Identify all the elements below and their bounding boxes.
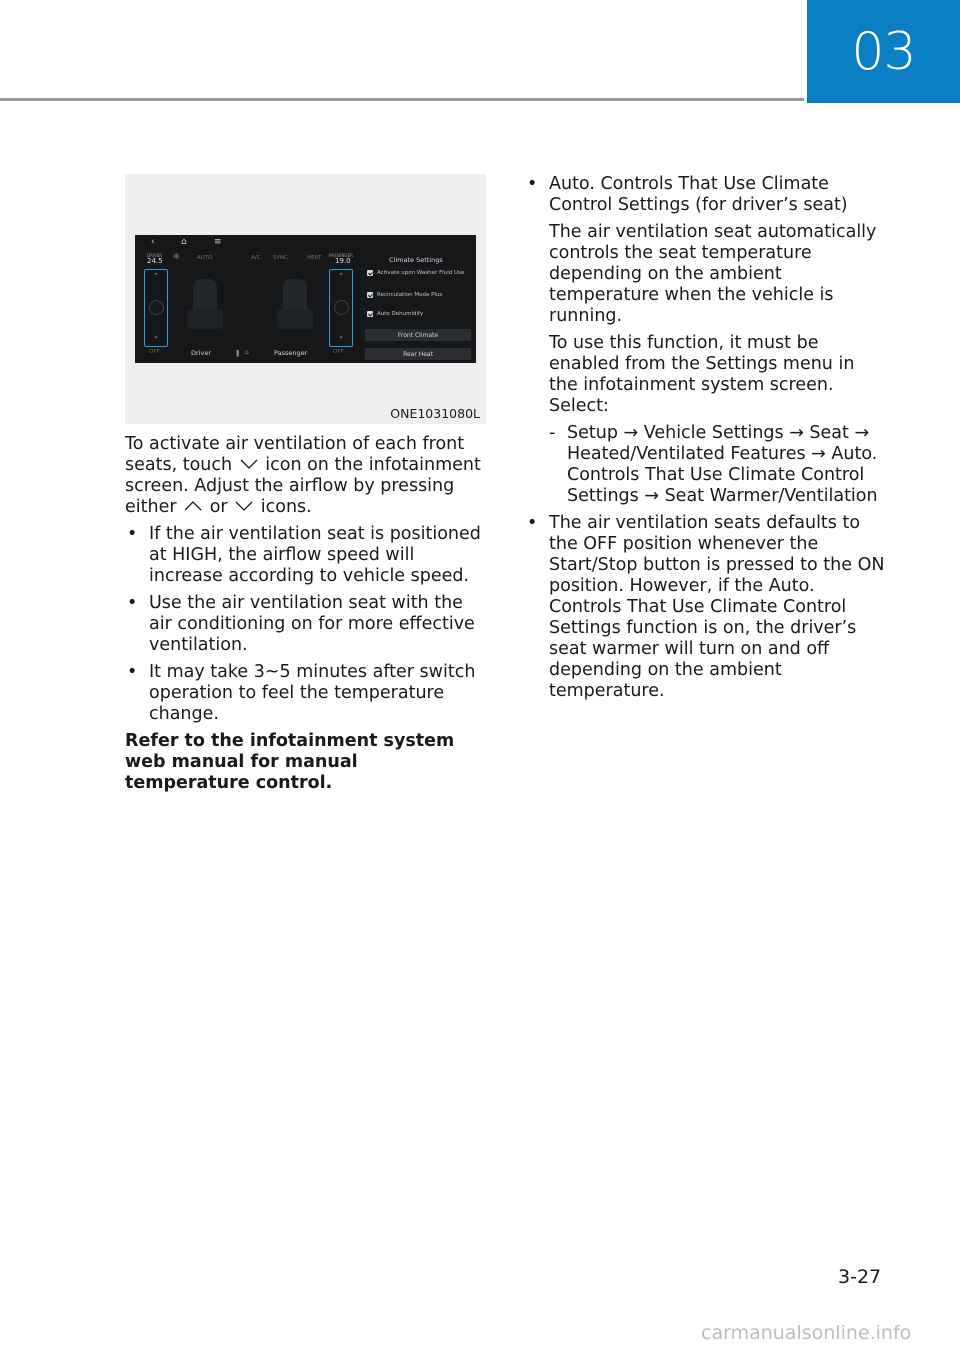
- list-item: • If the air ventilation seat is positioned at HIGH, the airflow speed will increase according to vehicle speed.: [127, 524, 481, 586]
- chevron-down-icon[interactable]: ⌄: [153, 332, 159, 340]
- list-item: • Use the air ventilation seat with the air conditioning on for more effective ventilation.: [127, 593, 475, 655]
- divider-icon: ❚: [235, 349, 241, 357]
- bold-note: Refer to the infotainment system web manual for manual temperature control.: [125, 731, 455, 793]
- checkbox-icon[interactable]: [367, 311, 373, 317]
- passenger-seat-label[interactable]: Passenger: [274, 349, 308, 357]
- chevron-down-icon: [233, 501, 255, 511]
- list-item: • The air ventilation seats defaults to the OFF position whenever the Start/Stop button is pressed to the ON position. However, if the Auto. Controls That Use Climate Control Settings function is on, the driver’s seat warmer will turn on and off depending on the ambient temperature.: [527, 513, 885, 701]
- chevron-up-icon[interactable]: ⌃: [338, 272, 344, 280]
- climate-settings-title: Climate Settings: [389, 256, 443, 264]
- figure: [125, 174, 486, 424]
- bullet-icon: •: [127, 593, 138, 613]
- steering-heat-icon[interactable]: ♨: [244, 349, 250, 356]
- figure-code: ONE1031080L: [390, 406, 480, 421]
- passenger-seat-icon: [277, 279, 315, 331]
- climate-status-row: [135, 251, 365, 265]
- front-climate-button[interactable]: Front Climate: [365, 329, 471, 341]
- fan-icon[interactable]: ❋: [173, 252, 180, 261]
- bullet-icon: •: [527, 513, 538, 533]
- driver-seat-icon: [187, 279, 225, 331]
- passenger-temp-value: 19.0: [335, 257, 351, 265]
- passenger-vent-level: [334, 300, 349, 315]
- checkbox-icon[interactable]: [367, 292, 373, 298]
- driver-temp-label: DRIVER: [147, 253, 163, 258]
- status-ac[interactable]: A/C: [251, 255, 261, 261]
- chevron-up-icon: [182, 501, 204, 511]
- status-heat[interactable]: HEAT: [307, 255, 322, 261]
- right-column: [525, 174, 887, 702]
- intro-paragraph: To activate air ventilation of each front seats, touch icon on the infotainment screen. Adjust the airflow by pressing either or icons.: [125, 434, 481, 517]
- menu-icon[interactable]: ≡: [214, 237, 222, 247]
- status-sync[interactable]: SYNC: [273, 255, 288, 261]
- home-icon[interactable]: ⌂: [181, 237, 187, 247]
- chapter-tab: 03: [807, 0, 960, 103]
- driver-vent-panel[interactable]: [144, 269, 168, 347]
- paragraph: To use this function, it must be enabled from the Settings menu in the infotainment system screen. Select:: [549, 333, 855, 416]
- driver-temp-value: 24.5: [147, 257, 163, 265]
- driver-off-label: OFF: [149, 349, 160, 355]
- header-rule: [0, 98, 804, 101]
- list-item: • It may take 3~5 minutes after switch operation to feel the temperature change.: [127, 662, 476, 724]
- chevron-down-icon[interactable]: ⌄: [338, 332, 344, 340]
- infotainment-screen: ‹ ⌂ ≡ DRIVER 24.5 ❋ AUTO A/C SYNC HEAT PASSENGER 19.0 ⌃ ⌄ ⌃ ⌄ OFF Driver ❚ ♨ Passenger OFF Climate Settings Activate upon Washer Fluid Use Recirculation Mode Plus Auto Dehumidify Front Climate Rear Heat: [135, 235, 476, 363]
- driver-vent-level: [149, 300, 164, 315]
- watermark: carmanualsonline.info: [701, 1322, 912, 1344]
- bullet-icon: •: [127, 662, 138, 682]
- chevron-up-icon[interactable]: ⌃: [153, 272, 159, 280]
- status-auto[interactable]: AUTO: [197, 255, 213, 261]
- chevron-down-icon: [238, 459, 260, 469]
- passenger-vent-panel[interactable]: [329, 269, 353, 347]
- bullet-icon: •: [527, 174, 538, 194]
- paragraph: The air ventilation seat automatically controls the seat temperature depending on the ambient temperature when the vehicle is running.: [549, 222, 877, 326]
- screen-navbar: [135, 235, 476, 249]
- back-icon[interactable]: ‹: [151, 237, 155, 247]
- menu-path: - Setup → Vehicle Settings → Seat → Heated/Ventilated Features → Auto. Controls That Use Climate Control Settings → Seat Warmer/Ventilation: [549, 423, 878, 506]
- page-number: 3-27: [838, 1266, 882, 1288]
- driver-seat-label[interactable]: Driver: [191, 349, 212, 357]
- rear-heat-button[interactable]: Rear Heat: [365, 348, 471, 360]
- left-column: [125, 434, 485, 794]
- checkbox-icon[interactable]: [367, 270, 373, 276]
- list-item: [525, 174, 887, 507]
- passenger-off-label: OFF: [333, 349, 344, 355]
- bullet-title: Auto. Controls That Use Climate Control Settings (for driver’s seat): [549, 174, 848, 215]
- passenger-temp-label: PASSENGER: [329, 253, 353, 258]
- bullet-icon: •: [127, 524, 138, 544]
